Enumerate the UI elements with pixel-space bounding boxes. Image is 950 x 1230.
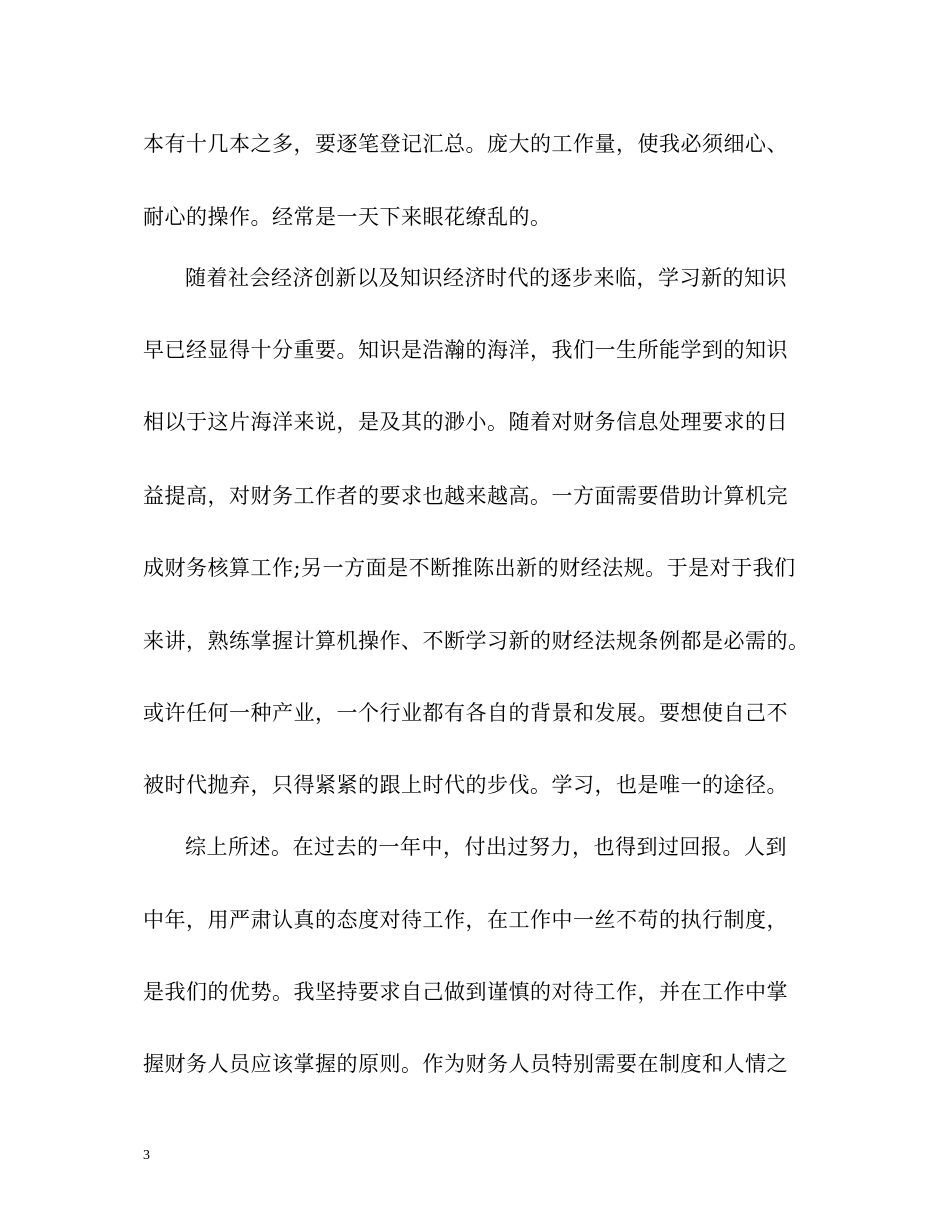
paragraph-first-line: 随着社会经济创新以及知识经济时代的逐步来临，学习新的知识 xyxy=(185,266,787,290)
body-text-line: 或许任何一种产业，一个行业都有各自的背景和发展。要想使自己不 xyxy=(143,701,788,725)
body-text-line: 被时代抛弃，只得紧紧的跟上时代的步伐。学习，也是唯一的途径。 xyxy=(143,773,788,797)
body-text-line: 中年，用严肃认真的态度对待工作，在工作中一丝不苟的执行制度， xyxy=(143,908,788,932)
paragraph-first-line: 综上所述。在过去的一年中，付出过努力，也得到过回报。人到 xyxy=(185,835,787,859)
body-text-line: 早已经显得十分重要。知识是浩瀚的海洋，我们一生所能学到的知识 xyxy=(143,338,788,362)
body-text-line: 相以于这片海洋来说，是及其的渺小。随着对财务信息处理要求的日 xyxy=(143,410,788,434)
body-text-line: 来讲，熟练掌握计算机操作、不断学习新的财经法规条例都是必需的。 xyxy=(143,629,810,653)
body-text-line: 成财务核算工作;另一方面是不断推陈出新的财经法规。于是对于我们 xyxy=(143,556,796,580)
body-text-line: 本有十几本之多，要逐笔登记汇总。庞大的工作量，使我必须细心、 xyxy=(143,132,788,156)
body-text-line: 耐心的操作。经常是一天下来眼花缭乱的。 xyxy=(143,205,552,229)
body-text-line: 握财务人员应该掌握的原则。作为财务人员特别需要在制度和人情之 xyxy=(143,1052,788,1076)
page-number: 3 xyxy=(143,1148,150,1163)
body-text-line: 益提高，对财务工作者的要求也越来越高。一方面需要借助计算机完 xyxy=(143,484,788,508)
body-text-line: 是我们的优势。我坚持要求自己做到谨慎的对待工作，并在工作中掌 xyxy=(143,980,788,1004)
